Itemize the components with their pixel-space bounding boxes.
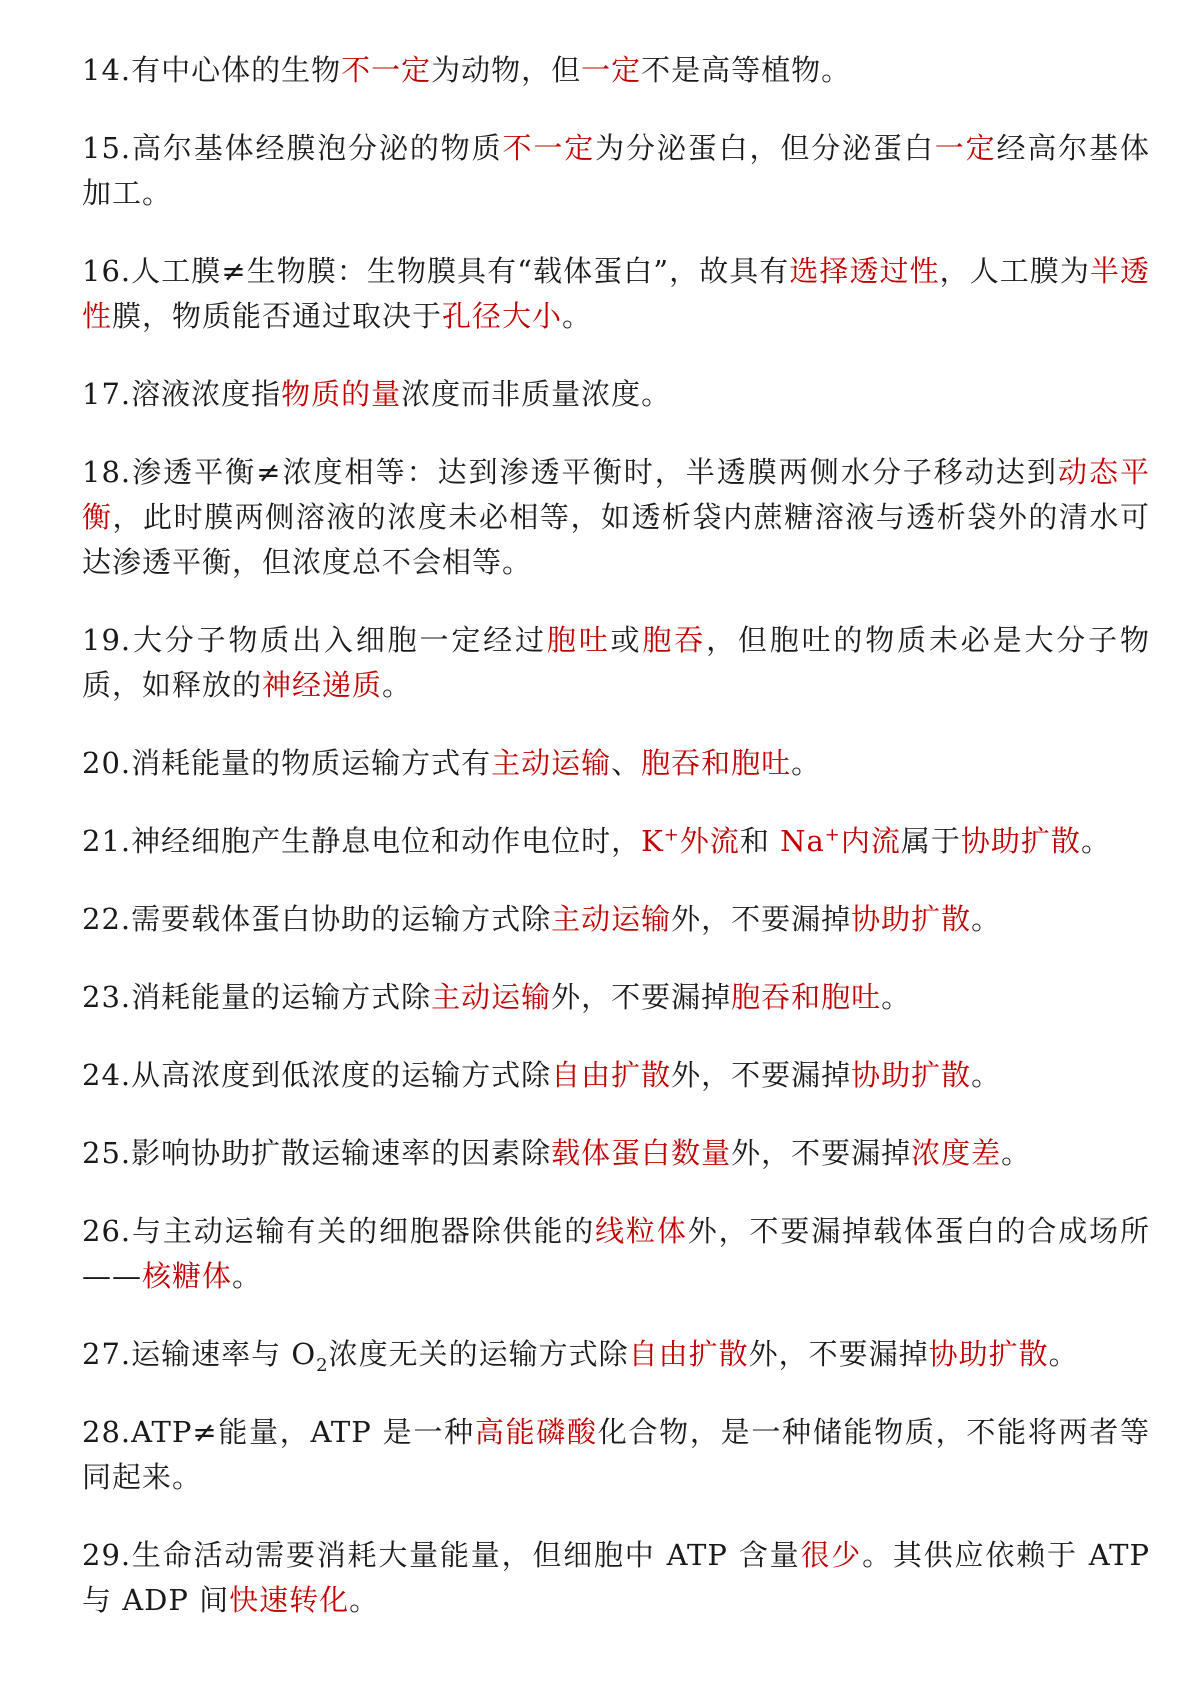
body-text: 。 <box>881 980 912 1014</box>
item-27 <box>82 1332 1150 1377</box>
body-text: ，人工膜为 <box>939 254 1090 288</box>
highlight-text: 一定 <box>934 131 997 165</box>
body-text: 。 <box>232 1259 263 1293</box>
body-text: 25.影响协助扩散运输速率的因素除 <box>82 1136 552 1170</box>
body-text: 。 <box>349 1583 380 1617</box>
highlight-text: 选择透过性 <box>789 254 940 288</box>
highlight-text: + <box>663 824 680 846</box>
highlight-text: 半透性 <box>82 254 1150 333</box>
highlight-text: 快速转化 <box>229 1583 350 1617</box>
body-text: 和 <box>739 824 781 858</box>
body-text: 外，不要漏掉 <box>551 980 732 1014</box>
body-text: ，此时膜两侧溶液的浓度未必相等，如透析袋内蔗糖溶液与透析袋外的清水可达渗透平衡，但浓度总不会相等。 <box>82 500 1150 579</box>
highlight-text: 主动运输 <box>431 980 552 1014</box>
item-26 <box>82 1209 1150 1299</box>
body-text: 。 <box>1048 1337 1079 1371</box>
body-text: 15.高尔基体经膜泡分泌的物质 <box>82 131 503 165</box>
item-16 <box>82 249 1150 339</box>
item-19 <box>82 618 1150 708</box>
body-text: 29.生命活动需要消耗大量能量，但细胞中 ATP 含量 <box>82 1538 801 1572</box>
body-text: 外，不要漏掉载体蛋白的合成场所—— <box>82 1214 1150 1293</box>
item-25 <box>82 1131 1150 1176</box>
body-text: 、 <box>611 746 642 780</box>
item-28 <box>82 1410 1150 1500</box>
body-text: 不是高等植物。 <box>641 53 852 87</box>
highlight-text: 不一定 <box>341 53 432 87</box>
highlight-text: 胞吞和胞吐 <box>641 746 792 780</box>
highlight-text: 外流 <box>679 824 740 858</box>
body-text: 属于 <box>900 824 961 858</box>
body-text: 17.溶液浓度指 <box>82 377 282 411</box>
body-text: 。 <box>1080 824 1111 858</box>
body-text: 24.从高浓度到低浓度的运输方式除 <box>82 1058 552 1092</box>
highlight-text: 协助扩散 <box>928 1337 1049 1371</box>
highlight-text: 不一定 <box>502 131 596 165</box>
highlight-text: 一定 <box>581 53 642 87</box>
highlight-text: 高能磷酸 <box>474 1415 598 1449</box>
item-29 <box>82 1533 1150 1623</box>
body-text: 2 <box>316 1354 329 1376</box>
body-text: 18.渗透平衡≠浓度相等：达到渗透平衡时，半透膜两侧水分子移动达到 <box>82 455 1058 489</box>
body-text: 。 <box>971 1058 1002 1092</box>
body-text: 22.需要载体蛋白协助的运输方式除 <box>82 902 552 936</box>
highlight-text: 核糖体 <box>142 1259 233 1293</box>
highlight-text: 自由扩散 <box>551 1058 672 1092</box>
body-text: 外，不要漏掉 <box>748 1337 929 1371</box>
highlight-text: 胞吐 <box>546 623 611 657</box>
body-text: 外，不要漏掉 <box>671 902 852 936</box>
body-text: 27.运输速率与 O <box>82 1337 317 1371</box>
body-text: 20.消耗能量的物质运输方式有 <box>82 746 492 780</box>
item-23 <box>82 975 1150 1020</box>
highlight-text: 内流 <box>840 824 901 858</box>
body-text: 经高尔基体加工。 <box>82 131 1150 210</box>
body-text: 外，不要漏掉 <box>731 1136 912 1170</box>
highlight-text: Na <box>780 824 825 858</box>
body-text: 。 <box>1001 1136 1032 1170</box>
item-21 <box>82 819 1150 864</box>
item-20 <box>82 741 1150 786</box>
body-text: 26.与主动运输有关的细胞器除供能的 <box>82 1214 596 1248</box>
body-text: 。 <box>562 299 593 333</box>
body-text: 19.大分子物质出入细胞一定经过 <box>82 623 547 657</box>
highlight-text: 胞吞 <box>642 623 707 657</box>
body-text: 浓度无关的运输方式除 <box>328 1337 629 1371</box>
body-text: 。 <box>791 746 822 780</box>
highlight-text: 很少 <box>800 1538 863 1572</box>
item-15 <box>82 126 1150 216</box>
body-text: 21.神经细胞产生静息电位和动作电位时， <box>82 824 642 858</box>
highlight-text: 浓度差 <box>911 1136 1002 1170</box>
body-text: 外，不要漏掉 <box>671 1058 852 1092</box>
highlight-text: + <box>824 824 841 846</box>
body-text: 或 <box>610 623 643 657</box>
highlight-text: 孔径大小 <box>442 299 563 333</box>
body-text: 浓度而非质量浓度。 <box>401 377 672 411</box>
item-17 <box>82 372 1150 417</box>
item-14 <box>82 48 1150 93</box>
highlight-text: 自由扩散 <box>628 1337 749 1371</box>
body-text: 28.ATP≠能量，ATP 是一种 <box>82 1415 475 1449</box>
body-text: 膜，物质能否通过取决于 <box>112 299 443 333</box>
body-text: 为分泌蛋白，但分泌蛋白 <box>595 131 935 165</box>
highlight-text: K <box>641 824 664 858</box>
highlight-text: 线粒体 <box>595 1214 688 1248</box>
highlight-text: 神经递质 <box>262 668 383 702</box>
item-24 <box>82 1053 1150 1098</box>
body-text: 16.人工膜≠生物膜：生物膜具有“载体蛋白”，故具有 <box>82 254 790 288</box>
body-text: 14.有中心体的生物 <box>82 53 342 87</box>
body-text: 为动物，但 <box>431 53 582 87</box>
highlight-text: 胞吞和胞吐 <box>731 980 882 1014</box>
body-text: ，但胞吐的物质未必是大分子物质，如释放的 <box>82 623 1150 702</box>
highlight-text: 协助扩散 <box>851 1058 972 1092</box>
item-18 <box>82 450 1150 585</box>
body-text: 。 <box>971 902 1002 936</box>
highlight-text: 协助扩散 <box>960 824 1081 858</box>
highlight-text: 主动运输 <box>491 746 612 780</box>
highlight-text: 物质的量 <box>281 377 402 411</box>
highlight-text: 主动运输 <box>551 902 672 936</box>
highlight-text: 协助扩散 <box>851 902 972 936</box>
body-text: 。其供应依赖于 ATP 与 ADP 间 <box>82 1538 1150 1617</box>
highlight-text: 载体蛋白数量 <box>551 1136 732 1170</box>
item-22 <box>82 897 1150 942</box>
body-text: 化合物，是一种储能物质，不能将两者等同起来。 <box>82 1415 1150 1494</box>
body-text: 23.消耗能量的运输方式除 <box>82 980 432 1014</box>
highlight-text: 动态平衡 <box>82 455 1150 534</box>
body-text: 。 <box>382 668 413 702</box>
